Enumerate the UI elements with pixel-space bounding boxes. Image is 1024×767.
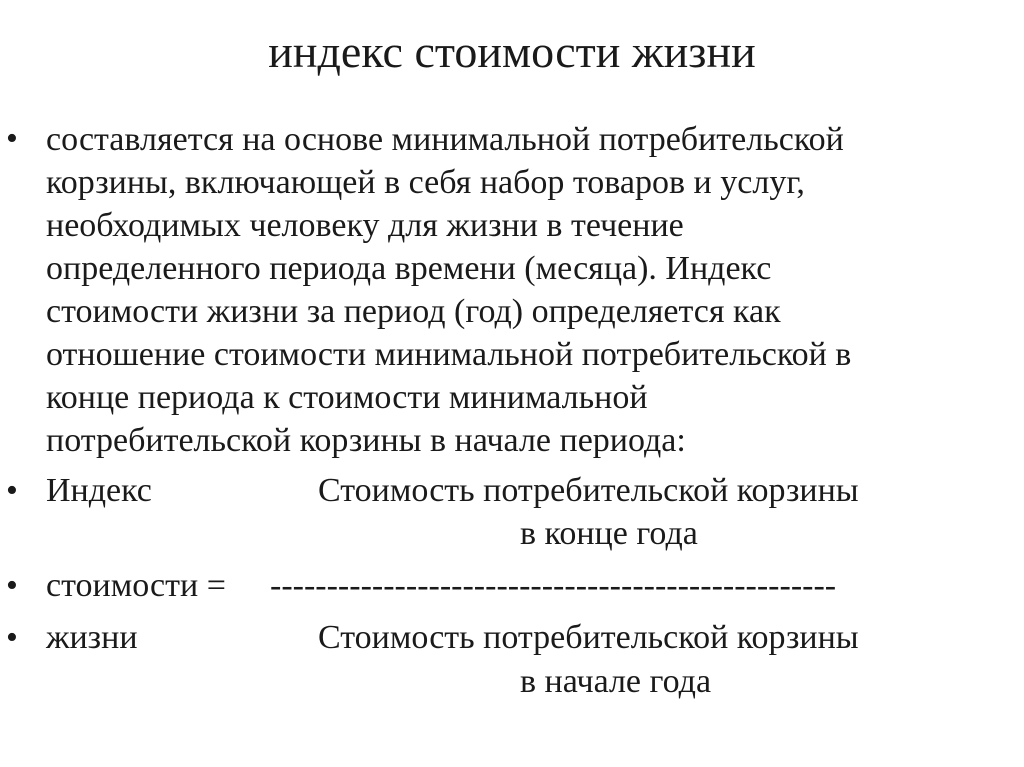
- paragraph-line: потребительской корзины в начале периода:: [46, 422, 686, 459]
- paragraph-line: отношение стоимости минимальной потребительской в: [46, 336, 852, 373]
- formula-numerator-period: в конце года: [520, 515, 698, 552]
- formula-denominator: Стоимость потребительской корзины: [318, 619, 859, 656]
- formula-fraction-bar: --------------------------------------------------: [270, 567, 837, 604]
- bullet-4: •: [6, 619, 18, 656]
- paragraph-line: корзины, включающей в себя набор товаров и услуг,: [46, 164, 805, 201]
- paragraph-line: необходимых человеку для жизни в течение: [46, 207, 684, 244]
- paragraph-line: определенного периода времени (месяца). Индекс: [46, 250, 772, 287]
- paragraph-line: стоимости жизни за период (год) определяется как: [46, 293, 781, 330]
- formula-label-index: Индекс: [46, 472, 152, 509]
- paragraph-line: конце периода к стоимости минимальной: [46, 379, 648, 416]
- formula-numerator: Стоимость потребительской корзины: [318, 472, 859, 509]
- formula-denominator-period: в начале года: [520, 663, 712, 700]
- definition-paragraph: [46, 118, 1006, 462]
- formula-label-cost: стоимости =: [46, 567, 226, 604]
- slide-title: индекс стоимости жизни: [268, 26, 756, 77]
- bullet-2: •: [6, 472, 18, 509]
- bullet-3: •: [6, 567, 18, 604]
- paragraph-line: составляется на основе минимальной потребительской: [46, 121, 844, 158]
- formula-label-life: жизни: [46, 619, 138, 656]
- bullet-1: •: [6, 120, 18, 157]
